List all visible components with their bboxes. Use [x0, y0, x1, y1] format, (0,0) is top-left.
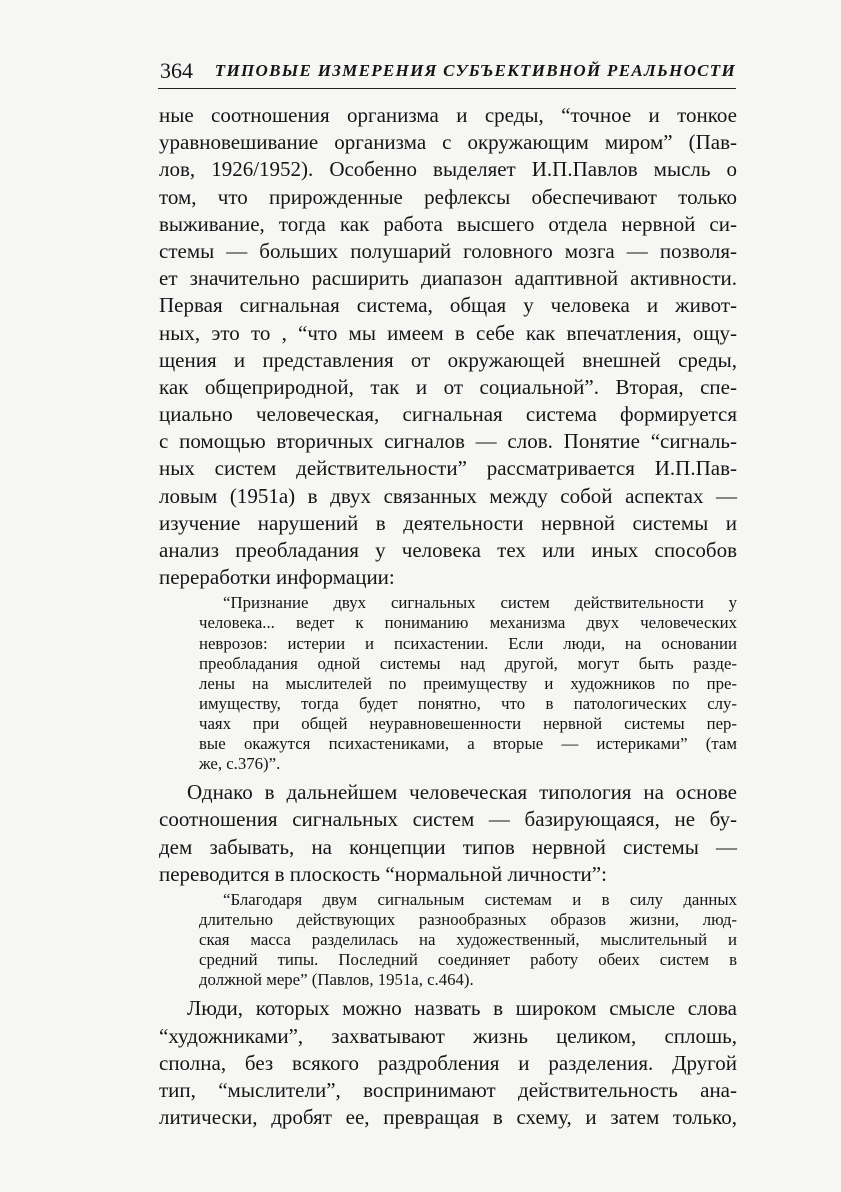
page-body [159, 102, 737, 1131]
text-line: литически, дробят ее, превращая в схему, и затем только, [159, 1105, 737, 1130]
quote-line: средний типы. Последний соединяет работу обеих систем в [199, 950, 737, 970]
block-quote-2 [199, 890, 737, 990]
text-line: Люди, которых можно назвать в широком смысле слова [187, 996, 737, 1021]
text-line: дем забывать, на концепции типов нервной системы — [159, 834, 737, 859]
quote-line: длительно действующих разнообразных образов жизни, люд- [199, 910, 737, 930]
quote-line: имуществу, тогда будет понятно, что в патологических слу- [199, 693, 737, 713]
text-line: соотношения сигнальных систем — базирующаяся, не бу- [159, 807, 737, 832]
text-line: с помощью вторичных сигналов — слов. Понятие “сигналь- [159, 429, 737, 454]
text-line: сполна, без всякого раздробления и разделения. Другой [159, 1050, 737, 1075]
text-line: ные соотношения организма и среды, “точное и тонкое [159, 103, 737, 127]
text-line: лов, 1926/1952). Особенно выделяет И.П.Павлов мысль о [159, 157, 737, 182]
text-line: щения и представления от окружающей внешней среды, [159, 347, 737, 372]
quote-line: должной мере” (Павлов, 1951а, с.464). [199, 970, 474, 990]
quote-line: неврозов: истерии и психастении. Если люди, на основании [199, 633, 737, 653]
text-line: Однако в дальнейшем человеческая типология на основе [187, 780, 737, 805]
text-line: циально человеческая, сигнальная система формируется [159, 402, 737, 427]
text-line: анализ преобладания у человека тех или иных способов [159, 538, 737, 562]
text-line: ных систем действительности” рассматривается И.П.Пав- [159, 456, 737, 481]
paragraph-2 [159, 779, 737, 888]
page-number: 364 [160, 58, 193, 83]
text-line: изучение нарушений в деятельности нервной системы и [159, 510, 737, 535]
text-line: как общеприродной, так и от социальной”. Вторая, спе- [159, 374, 737, 399]
text-line: ловым (1951а) в двух связанных между собой аспектах — [159, 483, 737, 508]
text-line: стемы — больших полушарий головного мозга — позволя- [159, 238, 737, 263]
quote-line: ская масса разделилась на художественный, мыслительный и [199, 930, 737, 950]
text-line: ных, это то , “что мы имеем в себе как впечатления, ощу- [159, 320, 737, 345]
running-header [158, 58, 736, 89]
quote-line: лены на мыслителей по преимуществу и художников по пре- [199, 673, 737, 693]
text-line: переводится в плоскость “нормальной личности”: [159, 861, 607, 886]
text-line: Первая сигнальная система, общая у человека и живот- [159, 293, 737, 318]
quote-line: вые окажутся психастениками, а вторые — истериками” (там [199, 734, 737, 754]
quote-line: чаях при общей неуравновешенности нервной системы пер- [199, 713, 737, 733]
text-line: тип, “мыслители”, воспринимают действительность ана- [159, 1078, 737, 1102]
text-line: переработки информации: [159, 565, 395, 590]
quote-line: “Признание двух сигнальных систем действительности у [223, 593, 737, 613]
quote-line: “Благодаря двум сигнальным системам и в силу данных [223, 889, 737, 909]
quote-line: же, с.376)”. [199, 754, 281, 774]
text-line: выживание, тогда как работа высшего отдела нервной си- [159, 211, 737, 236]
text-line: уравновешивание организма с окружающим миром” (Пав- [159, 130, 737, 155]
quote-line: преобладания одной системы над другой, могут быть разде- [199, 653, 737, 673]
quote-line: человека... ведет к пониманию механизма двух человеческих [199, 613, 737, 633]
running-title: ТИПОВЫЕ ИЗМЕРЕНИЯ СУБЪЕКТИВНОЙ РЕАЛЬНОСТИ [214, 61, 736, 80]
text-line: ет значительно расширить диапазон адаптивной активности. [159, 266, 737, 291]
block-quote-1 [199, 593, 737, 774]
paragraph-3 [159, 995, 737, 1131]
paragraph-1 [159, 102, 737, 591]
text-line: “художниками”, захватывают жизнь целиком, сплошь, [159, 1023, 737, 1048]
text-line: том, что прирожденные рефлексы обеспечивают только [159, 184, 737, 209]
